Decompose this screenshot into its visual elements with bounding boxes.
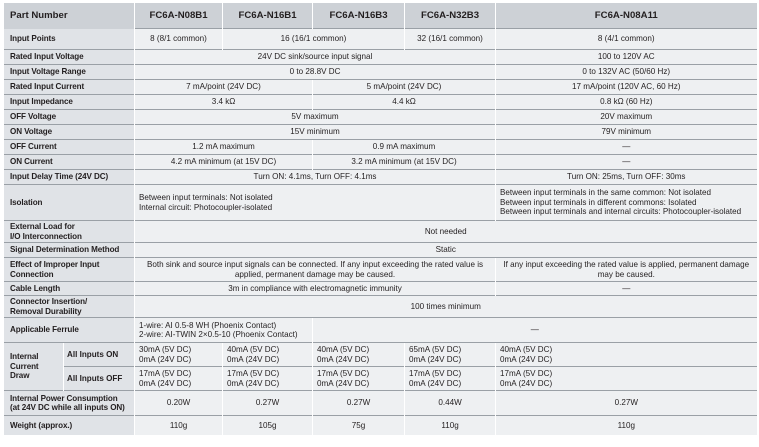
current-draw-off-value-1: [135, 367, 223, 391]
row-internal-power: [4, 391, 757, 416]
rated-input-voltage-value-2: 100 to 120V AC: [496, 50, 757, 65]
isolation-value-1: [135, 185, 496, 221]
off-voltage-value-2: 20V maximum: [496, 110, 757, 125]
row-applicable-ferrule: [4, 318, 757, 343]
isolation-value-2-line-2: Between input terminals in different commons: Isolated: [500, 197, 697, 207]
current-draw-on-value-5-24v: 0mA (24V DC): [500, 354, 553, 364]
label-signal-determination: Signal Determination Method: [4, 243, 135, 258]
row-signal-determination: [4, 243, 757, 258]
label-all-inputs-on: All Inputs ON: [64, 343, 135, 367]
rated-input-current-value-1: 7 mA/point (24V DC): [135, 80, 313, 95]
internal-power-value-1: 0.20W: [135, 391, 223, 416]
weight-value-1: 110g: [135, 416, 223, 435]
weight-value-2: 105g: [223, 416, 313, 435]
model-header-3: FC6A-N16B3: [313, 3, 405, 29]
input-points-value-4: 8 (4/1 common): [496, 29, 757, 50]
current-draw-on-value-3: [313, 343, 405, 367]
isolation-value-1-line-2: Internal circuit: Photocoupler-isolated: [139, 202, 273, 212]
label-internal-power-line-1: Internal Power Consumption: [10, 393, 118, 403]
on-current-value-1: 4.2 mA minimum (at 15V DC): [135, 155, 313, 170]
current-draw-off-value-1-24v: 0mA (24V DC): [139, 378, 192, 388]
current-draw-off-value-1-5v: 17mA (5V DC): [139, 369, 192, 378]
current-draw-on-value-2: [223, 343, 313, 367]
input-impedance-value-3: 0.8 kΩ (60 Hz): [496, 95, 757, 110]
current-draw-on-value-4: [405, 343, 496, 367]
improper-input-value-1-line-1: Both sink and source input signals can be connected. If any input exceeding the rated value is: [146, 260, 484, 269]
row-input-impedance: [4, 95, 757, 110]
on-current-value-3: —: [496, 155, 757, 170]
internal-power-value-5: 0.27W: [496, 391, 757, 416]
current-draw-off-value-3-5v: 17mA (5V DC): [317, 369, 370, 378]
weight-value-5: 110g: [496, 416, 757, 435]
isolation-value-2-line-1: Between input terminals in the same common: Not isolated: [500, 188, 712, 198]
label-external-load: [4, 221, 135, 243]
row-external-load: [4, 221, 757, 243]
current-draw-off-value-5-24v: 0mA (24V DC): [500, 378, 553, 388]
row-input-delay-time: [4, 170, 757, 185]
row-current-draw-off: [4, 367, 757, 391]
input-points-value-1: 8 (8/1 common): [135, 29, 223, 50]
input-points-value-3: 32 (16/1 common): [405, 29, 496, 50]
input-impedance-value-1: 3.4 kΩ: [135, 95, 313, 110]
label-input-voltage-range: Input Voltage Range: [4, 65, 135, 80]
current-draw-on-value-1-5v: 30mA (5V DC): [139, 345, 192, 354]
connector-durability-value: 100 times minimum: [135, 296, 757, 318]
label-input-impedance: Input Impedance: [4, 95, 135, 110]
on-voltage-value-2: 79V minimum: [496, 125, 757, 140]
row-cable-length: [4, 282, 757, 296]
current-draw-off-value-2-24v: 0mA (24V DC): [227, 378, 280, 388]
label-connector-durability-line-1: Connector Insertion/: [10, 297, 88, 306]
current-draw-off-value-5-5v: 17mA (5V DC): [500, 369, 553, 378]
row-off-current: [4, 140, 757, 155]
current-draw-off-value-4-24v: 0mA (24V DC): [409, 378, 462, 388]
spec-table: [3, 3, 757, 435]
row-off-voltage: [4, 110, 757, 125]
input-impedance-value-2: 4.4 kΩ: [313, 95, 496, 110]
current-draw-on-value-2-5v: 40mA (5V DC): [227, 345, 280, 354]
current-draw-on-value-5-5v: 40mA (5V DC): [500, 345, 553, 354]
row-on-voltage: [4, 125, 757, 140]
improper-input-value-1: [135, 258, 496, 282]
input-voltage-range-value-1: 0 to 28.8V DC: [135, 65, 496, 80]
applicable-ferrule-value-1-line-2: 2-wire: AI-TWIN 2×0.5-10 (Phoenix Contact): [139, 330, 298, 339]
current-draw-off-value-4-5v: 17mA (5V DC): [409, 369, 462, 378]
label-weight: Weight (approx.): [4, 416, 135, 435]
part-number-header: Part Number: [4, 3, 135, 29]
model-header-2: FC6A-N16B1: [223, 3, 313, 29]
rated-input-current-value-3: 17 mA/point (120V AC, 60 Hz): [496, 80, 757, 95]
row-connector-durability: [4, 296, 757, 318]
improper-input-value-2-line-1: If any input exceeding the rated value is applied, permanent damage: [503, 260, 750, 269]
off-current-value-1: 1.2 mA maximum: [135, 140, 313, 155]
row-rated-input-current: [4, 80, 757, 95]
row-input-voltage-range: [4, 65, 757, 80]
current-draw-off-value-2: [223, 367, 313, 391]
label-rated-input-current: Rated Input Current: [4, 80, 135, 95]
label-external-load-line-2: I/O Interconnection: [10, 231, 82, 241]
header-row: [4, 3, 757, 29]
weight-value-3: 75g: [313, 416, 405, 435]
off-current-value-3: —: [496, 140, 757, 155]
label-external-load-line-1: External Load for: [10, 222, 75, 231]
label-improper-input: [4, 258, 135, 282]
internal-power-value-3: 0.27W: [313, 391, 405, 416]
row-current-draw-on: [4, 343, 757, 367]
input-points-value-2: 16 (16/1 common): [223, 29, 405, 50]
off-voltage-value-1: 5V maximum: [135, 110, 496, 125]
input-delay-time-value-1: Turn ON: 4.1ms, Turn OFF: 4.1ms: [135, 170, 496, 185]
label-on-voltage: ON Voltage: [4, 125, 135, 140]
applicable-ferrule-value-2: —: [313, 318, 757, 343]
external-load-value: Not needed: [135, 221, 757, 243]
current-draw-on-value-1: [135, 343, 223, 367]
on-voltage-value-1: 15V minimum: [135, 125, 496, 140]
label-improper-input-line-1: Effect of Improper Input: [10, 260, 100, 269]
internal-power-value-2: 0.27W: [223, 391, 313, 416]
cable-length-value-1: 3m in compliance with electromagnetic immunity: [135, 282, 496, 296]
cable-length-value-2: —: [496, 282, 757, 296]
label-internal-current-draw-line-1: Internal: [10, 352, 39, 362]
row-on-current: [4, 155, 757, 170]
isolation-value-1-line-1: Between input terminals: Not isolated: [139, 193, 273, 202]
applicable-ferrule-value-1-line-1: 1-wire: AI 0.5-8 WH (Phoenix Contact): [139, 320, 277, 330]
improper-input-value-1-line-2: applied, permanent damage may be caused.: [234, 269, 396, 279]
current-draw-on-value-1-24v: 0mA (24V DC): [139, 354, 192, 364]
improper-input-value-2-line-2: may be caused.: [597, 269, 655, 279]
label-cable-length: Cable Length: [4, 282, 135, 296]
label-all-inputs-off: All Inputs OFF: [64, 367, 135, 391]
applicable-ferrule-value-1: [135, 318, 313, 343]
row-weight: [4, 416, 757, 435]
current-draw-on-value-4-5v: 65mA (5V DC): [409, 345, 462, 354]
isolation-value-2: [496, 185, 757, 221]
current-draw-off-value-4: [405, 367, 496, 391]
signal-determination-value: Static: [135, 243, 757, 258]
input-delay-time-value-2: Turn ON: 25ms, Turn OFF: 30ms: [496, 170, 757, 185]
row-rated-input-voltage: [4, 50, 757, 65]
label-internal-current-draw-line-2: Current Draw: [10, 361, 39, 381]
weight-value-4: 110g: [405, 416, 496, 435]
on-current-value-2: 3.2 mA minimum (at 15V DC): [313, 155, 496, 170]
label-internal-current-draw: [4, 343, 64, 391]
label-applicable-ferrule: Applicable Ferrule: [4, 318, 135, 343]
label-off-current: OFF Current: [4, 140, 135, 155]
label-internal-power-line-2: (at 24V DC while all inputs ON): [10, 403, 125, 412]
label-internal-power: [4, 391, 135, 416]
current-draw-on-value-5: [496, 343, 757, 367]
row-improper-input: [4, 258, 757, 282]
improper-input-value-2: [496, 258, 757, 282]
label-rated-input-voltage: Rated Input Voltage: [4, 50, 135, 65]
current-draw-off-value-5: [496, 367, 757, 391]
off-current-value-2: 0.9 mA maximum: [313, 140, 496, 155]
current-draw-on-value-4-24v: 0mA (24V DC): [409, 354, 462, 364]
isolation-value-2-line-3: Between input terminals and internal circuits: Photocoupler-isolated: [500, 207, 742, 217]
model-header-4: FC6A-N32B3: [405, 3, 496, 29]
model-header-5: FC6A-N08A11: [496, 3, 757, 29]
current-draw-off-value-2-5v: 17mA (5V DC): [227, 369, 280, 378]
label-input-points: Input Points: [4, 29, 135, 50]
label-connector-durability: [4, 296, 135, 318]
current-draw-on-value-2-24v: 0mA (24V DC): [227, 354, 280, 364]
rated-input-voltage-value-1: 24V DC sink/source input signal: [135, 50, 496, 65]
current-draw-on-value-3-24v: 0mA (24V DC): [317, 354, 370, 364]
input-voltage-range-value-2: 0 to 132V AC (50/60 Hz): [496, 65, 757, 80]
current-draw-off-value-3-24v: 0mA (24V DC): [317, 378, 370, 388]
internal-power-value-4: 0.44W: [405, 391, 496, 416]
label-input-delay-time: Input Delay Time (24V DC): [4, 170, 135, 185]
current-draw-off-value-3: [313, 367, 405, 391]
label-connector-durability-line-2: Removal Durability: [10, 306, 82, 316]
row-input-points: [4, 29, 757, 50]
row-isolation: [4, 185, 757, 221]
model-header-1: FC6A-N08B1: [135, 3, 223, 29]
current-draw-on-value-3-5v: 40mA (5V DC): [317, 345, 370, 354]
label-isolation: Isolation: [4, 185, 135, 221]
rated-input-current-value-2: 5 mA/point (24V DC): [313, 80, 496, 95]
label-on-current: ON Current: [4, 155, 135, 170]
label-off-voltage: OFF Voltage: [4, 110, 135, 125]
label-improper-input-line-2: Connection: [10, 269, 54, 279]
